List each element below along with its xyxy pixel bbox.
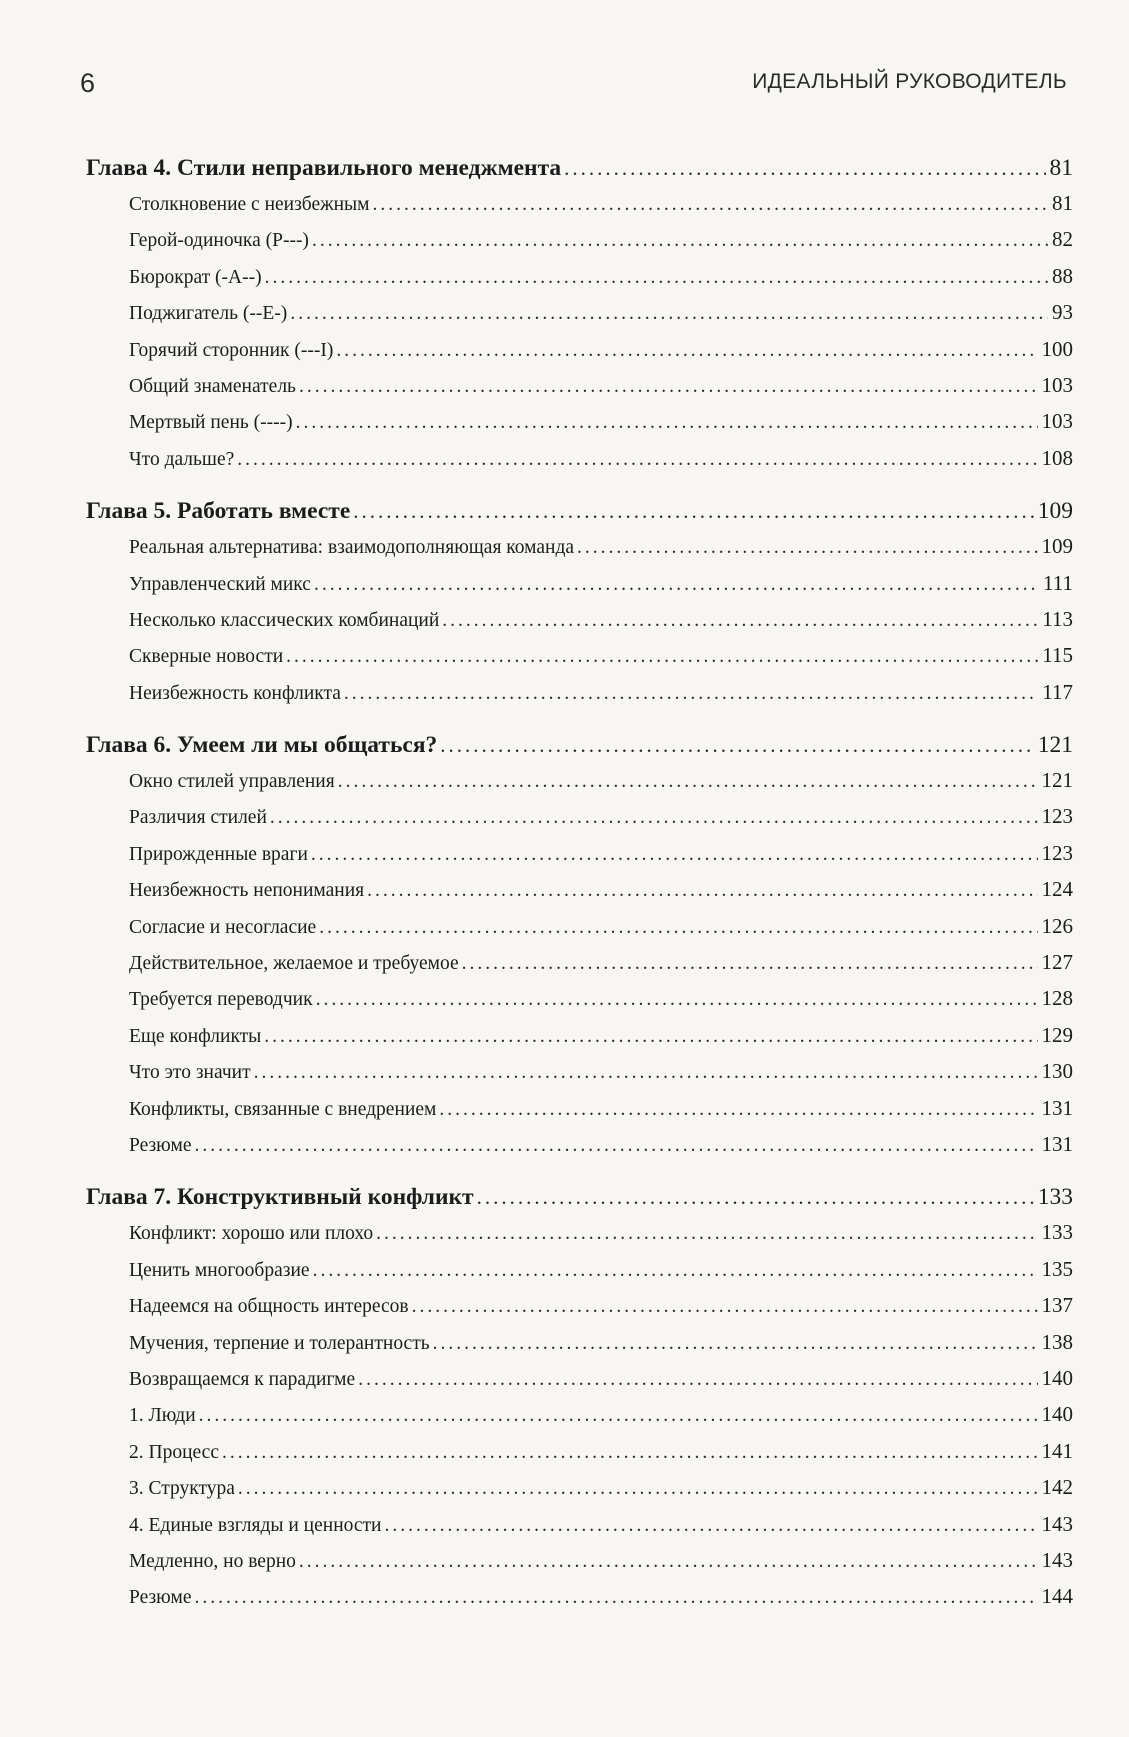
section-title: Мучения, терпение и толерантность [129,1332,430,1354]
chapter-title: Глава 6. Умеем ли мы общаться? [86,732,438,759]
section-page: 126 [1041,913,1073,938]
dot-leader [477,1185,1034,1210]
section-title: Бюрократ (-A--) [129,266,262,288]
section-title: Неизбежность конфликта [129,682,341,704]
section-entry[interactable] [86,191,1073,227]
section-title: Несколько классических комбинаций [129,609,440,631]
section-page: 103 [1041,409,1073,434]
section-page: 131 [1041,1095,1073,1120]
section-entry[interactable] [86,986,1073,1022]
section-page: 143 [1041,1511,1073,1536]
dot-leader [338,771,1038,793]
section-title: Конфликты, связанные с внедрением [129,1098,437,1120]
section-entry[interactable] [86,680,1073,716]
page-number: 6 [80,68,96,98]
section-page: 128 [1041,986,1073,1011]
section-page: 137 [1041,1293,1073,1318]
section-entry[interactable] [86,300,1073,336]
section-title: Надеемся на общность интересов [129,1296,409,1318]
table-of-contents [86,155,1073,1637]
section-page: 135 [1041,1256,1073,1281]
section-page: 144 [1041,1584,1073,1609]
section-entry[interactable] [86,337,1073,373]
dot-leader [336,340,1037,362]
section-title: Ценить многообразие [129,1259,310,1281]
section-title: 1. Люди [129,1405,196,1427]
dot-leader [299,376,1038,398]
dot-leader [440,733,1033,758]
chapter-entry[interactable] [86,498,1073,534]
section-page: 141 [1041,1438,1073,1463]
section-entry[interactable] [86,1220,1073,1256]
section-entry[interactable] [86,914,1073,950]
chapter-entry[interactable] [86,1184,1073,1220]
dot-leader [462,953,1038,975]
section-entry[interactable] [86,1059,1073,1095]
section-title: Требуется переводчик [129,989,313,1011]
dot-leader [358,1369,1037,1391]
section-entry[interactable] [86,1132,1073,1168]
dot-leader [299,1551,1038,1573]
dot-leader [238,1478,1038,1500]
section-entry[interactable] [86,1548,1073,1584]
dot-leader [270,807,1038,829]
chapter-page: 81 [1049,155,1073,181]
dot-leader [344,683,1038,705]
section-title: Горячий сторонник (---I) [129,339,334,361]
dot-leader [313,1260,1038,1282]
section-entry[interactable] [86,607,1073,643]
section-title: Что дальше? [129,448,235,470]
dot-leader [199,1405,1038,1427]
section-entry[interactable] [86,1584,1073,1620]
section-title: Герой-одиночка (P---) [129,230,309,252]
dot-leader [312,230,1048,252]
section-title: Конфликт: хорошо или плохо [129,1223,374,1245]
section-title: Неизбежность непонимания [129,880,365,902]
section-title: Общий знаменатель [129,375,296,397]
section-page: 138 [1041,1329,1073,1354]
section-entry[interactable] [86,1366,1073,1402]
section-page: 140 [1041,1365,1073,1390]
section-page: 133 [1041,1220,1073,1245]
section-entry[interactable] [86,1257,1073,1293]
dot-leader [319,917,1037,939]
section-page: 111 [1043,570,1073,595]
dot-leader [254,1062,1038,1084]
section-entry[interactable] [86,1439,1073,1475]
dot-leader [237,449,1037,471]
section-entry[interactable] [86,643,1073,679]
dot-leader [265,267,1048,289]
section-title: 4. Единые взгляды и ценности [129,1514,382,1536]
section-entry[interactable] [86,264,1073,300]
dot-leader [433,1333,1038,1355]
section-page: 117 [1042,679,1073,704]
section-entry[interactable] [86,1096,1073,1132]
section-page: 82 [1052,227,1073,252]
dot-leader [314,574,1039,596]
section-page: 121 [1041,768,1073,793]
section-page: 113 [1042,606,1073,631]
dot-leader [439,1099,1037,1121]
section-title: Еще конфликты [129,1025,262,1047]
dot-leader [316,989,1038,1011]
chapter-title: Глава 7. Конструктивный конфликт [86,1184,474,1211]
chapter-block [86,732,1073,1168]
section-entry[interactable] [86,1293,1073,1329]
section-entry[interactable] [86,877,1073,913]
section-title: Окно стилей управления [129,771,335,793]
section-entry[interactable] [86,446,1073,482]
section-entry[interactable] [86,227,1073,263]
section-page: 100 [1041,336,1073,361]
chapter-page: 109 [1037,498,1073,525]
dot-leader [577,537,1037,559]
dot-leader [412,1296,1038,1318]
section-entry[interactable] [86,571,1073,607]
section-entry[interactable] [86,1023,1073,1059]
section-page: 81 [1052,191,1073,215]
section-title: Согласие и несогласие [129,916,317,938]
section-page: 88 [1052,263,1073,288]
chapter-title: Глава 5. Работать вместе [86,498,351,525]
section-title: 3. Структура [129,1478,235,1500]
section-entry[interactable] [86,373,1073,409]
chapter-entry[interactable] [86,732,1073,768]
chapter-block [86,498,1073,716]
section-title: Резюме [129,1587,192,1609]
section-title: Мертвый пень (----) [129,412,293,434]
section-entry[interactable] [86,804,1073,840]
section-title: Что это значит [129,1062,251,1084]
section-title: Прирожденные враги [129,843,308,865]
section-page: 142 [1041,1475,1073,1500]
section-page: 130 [1041,1059,1073,1084]
section-entry[interactable] [86,409,1073,445]
section-page: 140 [1041,1402,1073,1427]
section-page: 103 [1041,372,1073,397]
section-title: Реальная альтернатива: взаимодополняющая команда [129,537,575,559]
dot-leader [367,880,1037,902]
chapter-block [86,155,1073,482]
section-page: 123 [1041,804,1073,829]
section-page: 129 [1041,1022,1073,1047]
section-title: Различия стилей [129,807,267,829]
chapter-title: Глава 4. Стили неправильного менеджмента [86,155,562,181]
dot-leader [442,610,1038,632]
section-page: 127 [1041,950,1073,975]
running-title: ИДЕАЛЬНЫЙ РУКОВОДИТЕЛЬ [752,70,1067,93]
section-title: Медленно, но верно [129,1550,296,1572]
section-page: 123 [1041,840,1073,865]
dot-leader [290,303,1048,325]
dot-leader [222,1442,1038,1464]
dot-leader [384,1515,1037,1537]
chapter-page: 121 [1037,732,1073,759]
dot-leader [296,412,1038,434]
dot-leader [353,499,1033,524]
section-title: Скверные новости [129,646,284,668]
section-page: 131 [1041,1131,1073,1156]
section-page: 143 [1041,1547,1073,1572]
section-title: Действительное, желаемое и требуемое [129,953,459,975]
dot-leader [264,1026,1037,1048]
section-title: Возвращаемся к парадигме [129,1368,356,1390]
section-title: Поджигатель (--E-) [129,303,288,325]
section-entry[interactable] [86,841,1073,877]
dot-leader [195,1135,1038,1157]
section-entry[interactable] [86,1475,1073,1511]
dot-leader [286,646,1038,668]
chapter-block [86,1184,1073,1620]
section-title: Столкновение с неизбежным [129,194,370,215]
section-page: 109 [1041,534,1073,559]
section-entry[interactable] [86,950,1073,986]
section-page: 124 [1041,877,1073,902]
section-page: 115 [1042,643,1073,668]
dot-leader [376,1223,1037,1245]
section-title: Резюме [129,1134,192,1156]
section-title: Управленческий микс [129,573,311,595]
dot-leader [372,194,1048,216]
section-page: 108 [1041,445,1073,470]
section-entry[interactable] [86,1330,1073,1366]
dot-leader [311,844,1038,866]
section-entry[interactable] [86,1512,1073,1548]
dot-leader [564,156,1045,181]
section-page: 93 [1052,300,1073,325]
dot-leader [195,1587,1038,1609]
chapter-page: 133 [1037,1184,1073,1211]
section-title: 2. Процесс [129,1441,219,1463]
section-entry[interactable] [86,1402,1073,1438]
chapter-entry[interactable] [86,155,1073,191]
section-entry[interactable] [86,768,1073,804]
section-entry[interactable] [86,534,1073,570]
